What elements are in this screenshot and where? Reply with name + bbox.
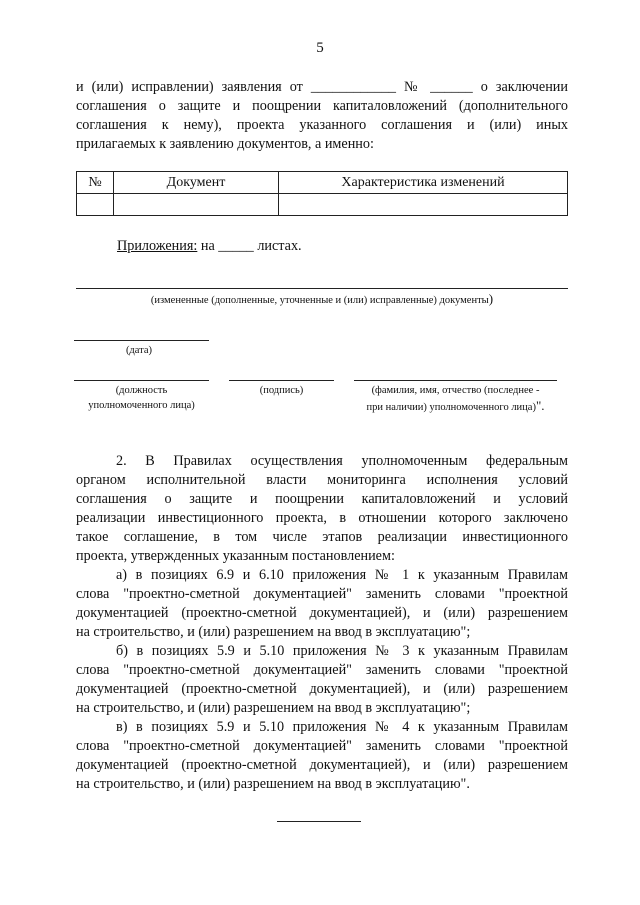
section2-line: такое соглашение, в том числе этапов реализации инвестиционного (76, 529, 568, 545)
documents-caption (76, 291, 568, 308)
subitem-c-line: документацией (проектно-сметной документацией), и (или) разрешением (76, 757, 568, 773)
documents-line (76, 288, 568, 289)
position-caption-line: (должность (115, 385, 168, 396)
position-caption-line: уполномоченного лица) (88, 400, 195, 411)
documents-caption-close: ) (488, 291, 494, 306)
table-header-row (77, 172, 568, 194)
table-cell (77, 194, 114, 216)
subitem-b-line: б) в позициях 5.9 и 5.10 приложения № 3 к указанным Правилам (116, 643, 568, 659)
documents-caption-text: (измененные (дополненные, уточненные и (или) исправленные) документы (150, 295, 489, 306)
table-row (77, 194, 568, 216)
header-document: Документ (114, 172, 279, 194)
name-line (354, 380, 557, 381)
attachments-label: Приложения: (117, 238, 198, 254)
name-caption (354, 383, 557, 415)
subitem-a-line: а) в позициях 6.9 и 6.10 приложения № 1 к указанным Правилам (116, 567, 568, 583)
intro-line: соглашения к нему), проекта указанного соглашения и (или) иных (76, 117, 568, 133)
subitem-b-line: слова "проектно-сметной документацией" заменить словами "проектной (76, 662, 568, 678)
date-caption: (дата) (125, 345, 153, 356)
intro-line: и (или) исправлении) заявления от ____________ № ______ о заключении (76, 79, 568, 95)
attachments-text: на _____ листах. (197, 238, 302, 254)
intro-line: прилагаемых к заявлению документов, а именно: (76, 136, 374, 152)
intro-paragraph (76, 78, 568, 154)
section2-line: соглашения о защите и поощрении капиталовложений и условий (76, 491, 568, 507)
section2-line: реализации инвестиционного проекта, в отношении которого заключено (76, 510, 568, 526)
subitem-c-line: на строительство, и (или) разрешением на ввод в эксплуатацию". (76, 776, 470, 792)
position-line (74, 380, 209, 381)
position-caption (74, 383, 209, 413)
section-2-paragraph (76, 452, 568, 794)
subitem-c-line: слова "проектно-сметной документацией" заменить словами "проектной (76, 738, 568, 754)
closing-quote: ". (535, 398, 545, 413)
end-separator-line (277, 821, 361, 822)
section2-line: органом исполнительной власти мониторинга исполнения условий (76, 472, 568, 488)
header-changes: Характеристика изменений (279, 172, 568, 194)
subitem-a-line: на строительство, и (или) разрешением на ввод в эксплуатацию"; (76, 624, 471, 640)
date-line (74, 340, 209, 341)
subitem-b-line: на строительство, и (или) разрешением на ввод в эксплуатацию"; (76, 700, 471, 716)
name-caption-line: при наличии) уполномоченного лица) (366, 402, 536, 413)
subitem-a-line: документацией (проектно-сметной документацией), и (или) разрешением (76, 605, 568, 621)
documents-table (76, 171, 568, 216)
table-cell (114, 194, 279, 216)
name-caption-line: (фамилия, имя, отчество (последнее - (371, 385, 540, 396)
attachments-line (117, 238, 302, 255)
table-cell (279, 194, 568, 216)
subitem-a-line: слова "проектно-сметной документацией" заменить словами "проектной (76, 586, 568, 602)
section2-line: проекта, утвержденных указанным постановлением: (76, 548, 395, 564)
subitem-b-line: документацией (проектно-сметной документацией), и (или) разрешением (76, 681, 568, 697)
intro-line: соглашения о защите и поощрении капиталовложений (дополнительного (76, 98, 568, 114)
section2-line: 2. В Правилах осуществления уполномоченным федеральным (116, 453, 568, 469)
header-number: № (77, 172, 114, 194)
signature-line (229, 380, 334, 381)
signature-caption: (подпись) (259, 385, 304, 396)
subitem-c-line: в) в позициях 5.9 и 5.10 приложения № 4 к указанным Правилам (116, 719, 568, 735)
page-number: 5 (316, 40, 324, 56)
